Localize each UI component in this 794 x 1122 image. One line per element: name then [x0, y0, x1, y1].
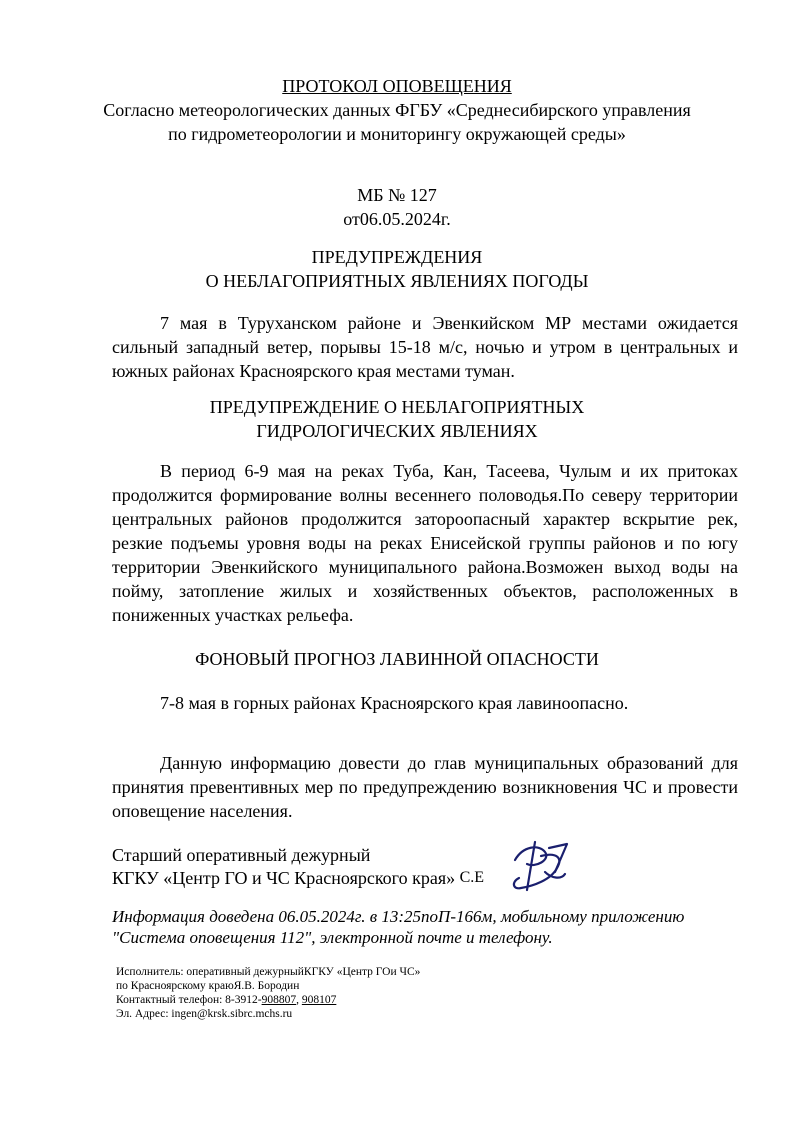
- source-line-2: по гидрометеорологии и мониторингу окружающей среды»: [168, 124, 626, 144]
- weather-text: 7 мая в Туруханском районе и Эвенкийском МР местами ожидается сильный западный ветер, порывы 15-18 м/с, ночью и утром в центральных и южных районах Красноярского края местами туман.: [112, 313, 738, 381]
- phone-separator: ,: [296, 994, 302, 1006]
- handwritten-signature: [505, 838, 575, 898]
- signatory-org: [112, 866, 738, 890]
- instruction-text: Данную информацию довести до глав муниципальных образований для принятия превентивных мер по предупреждению возникновения ЧС и провести оповещение населения.: [112, 753, 738, 821]
- bulletin-number: МБ № 127: [357, 185, 437, 205]
- signatory-title: Старший оперативный дежурный: [112, 845, 371, 865]
- executor-email: Эл. Адрес: ingen@krsk.sibrc.mchs.ru: [116, 1008, 293, 1020]
- hydro-heading-1: ПРЕДУПРЕЖДЕНИЕ О НЕБЛАГОПРИЯТНЫХ: [209, 397, 585, 417]
- executor-phone: [116, 993, 616, 1007]
- phone-prefix: Контактный телефон: 8-3912-: [116, 994, 262, 1006]
- source-line-1: Согласно метеорологических данных ФГБУ «Среднесибирского управления: [103, 100, 691, 120]
- executor-line-1: Исполнитель: оперативный дежурныйКГКУ «Центр ГОи ЧС»: [116, 966, 421, 978]
- executor-line-2: по Красноярскому краюЯ.В. Бородин: [116, 980, 300, 992]
- phone-link-2[interactable]: 908107: [301, 994, 337, 1006]
- phone-link-1[interactable]: 908807: [261, 994, 297, 1006]
- signatory-org-text: КГКУ «Центр ГО и ЧС Красноярского края»: [112, 868, 456, 888]
- weather-heading-1: ПРЕДУПРЕЖДЕНИЯ: [311, 247, 483, 267]
- signatory-name-clipped: С.Е: [459, 869, 485, 886]
- weather-heading-2: О НЕБЛАГОПРИЯТНЫХ ЯВЛЕНИЯХ ПОГОДЫ: [205, 271, 589, 291]
- avalanche-heading: ФОНОВЫЙ ПРОГНОЗ ЛАВИННОЙ ОПАСНОСТИ: [195, 649, 599, 669]
- avalanche-text: 7-8 мая в горных районах Красноярского края лавиноопасно.: [160, 693, 629, 713]
- document-title: ПРОТОКОЛ ОПОВЕЩЕНИЯ: [282, 76, 512, 96]
- hydro-text: В период 6-9 мая на реках Туба, Кан, Тасеева, Чулым и их притоках продолжится формирование волны весеннего половодья.По северу территории центральных районов продолжится затороопасный характер вскрытие рек, резкие подъемы уровня воды на реках Енисейской группы районов и по югу территории Эвенкийского муниципального района.Возможен выход воды на пойму, затопление жилых и хозяйственных объектов, расположенных в пониженных участках рельефа.: [112, 461, 738, 625]
- bulletin-date: от06.05.2024г.: [343, 209, 451, 229]
- info-note: Информация доведена 06.05.2024г. в 13:25поП-166м, мобильному приложению "Система оповещения 112", электронной почте и телефону.: [112, 907, 685, 947]
- hydro-heading-2: ГИДРОЛОГИЧЕСКИХ ЯВЛЕНИЯХ: [256, 421, 538, 441]
